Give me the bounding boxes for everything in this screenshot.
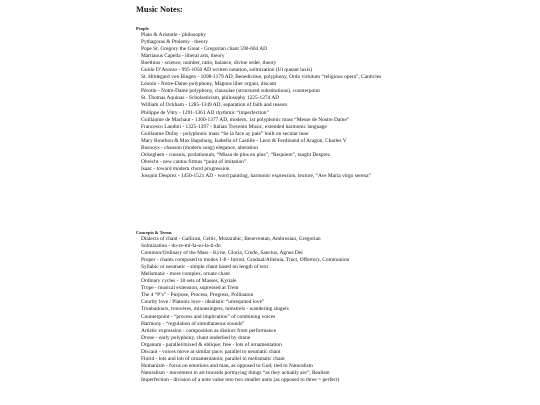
list-item: Courtly love / Platonic love - idealistic “unrequited love”: [141, 299, 265, 306]
list-item: Obrecht - new cantus firmus “point of imitation”: [141, 158, 247, 165]
page-title: Music Notes:: [136, 5, 183, 14]
list-item: Naturalism - movement in art towards portraying things “as they actually are”; Realism: [141, 369, 330, 376]
list-item: Organum - parallel/mixed & oblique; free - lots of ornamentation: [141, 341, 282, 348]
list-item: Troubadours, trouvères, minnesingers, minstrels - wandering singers: [141, 306, 289, 313]
list-item: Martianus Capella - liberal arts, theory: [141, 53, 225, 60]
list-item: Boethius - science, number, ratio, balance, divine order, theory: [141, 60, 277, 67]
section-heading-concepts: Concepts & Terms: [136, 230, 172, 235]
list-item: Guido D’Arezzo - 995-1050 AD written notation, solmization (Ut queant laxis): [141, 67, 313, 74]
concepts-list: [141, 236, 406, 384]
list-item: Ockeghem - cuusuis, prolationum, “Missa de plus en plus”, “Requiem”, taught Desprez: [141, 151, 331, 158]
list-item: Counterpoint - “process and implication” of combining voices: [141, 313, 276, 320]
people-list: [141, 32, 406, 180]
list-item: Busnoys - chanson (modern song) elegance, alteration: [141, 144, 258, 151]
list-item: Pérotin - Notre-Dame polyphony, clausulae (structured substitutions), counterpoint: [141, 88, 320, 95]
list-item: William of Ockham - 1285-1349 AD, separation of faith and reason: [141, 102, 288, 109]
list-item: Plato & Aristotle - philosophy: [141, 32, 206, 38]
list-item: Imperfection - division of a note value into two smaller units (as opposed to three = perfect): [141, 376, 340, 383]
list-item: Harmony - “regulation of simultaneous sounds”: [141, 320, 245, 327]
list-item: Florid - lots and lob of ornamentatoin; parallel to melismatic chant: [141, 355, 285, 362]
list-item: Trope - musical extension, supressed at Trent: [141, 285, 239, 292]
list-item: Guillaume Dufay - polyphonic mass “Se la face ay pale” built on secular tune: [141, 130, 309, 137]
list-item: Artistic expression - composition as distinct from performance: [141, 327, 277, 334]
list-item: Francesco Landini - 1325-1397 - Italian Trecento Music, extended harmonic language: [141, 123, 327, 130]
list-item: Dialects of chant - Gallican, Celtic, Mozarabic, Beneventan, Ambrosian, Gregorian: [141, 236, 321, 242]
list-item: Syllabic or neumatic - simple chant based on length of text: [141, 264, 268, 271]
list-item: Discant - voices move at similar pace; parallel to neumatic chant: [141, 348, 281, 355]
list-item: The 4 “P’s” - Purpose, Process, Progress, Pollinaton: [141, 292, 254, 299]
list-item: Humanism - focus on emotions and man, as opposed to God; tied to Naturalism: [141, 362, 313, 369]
section-heading-people: People: [136, 26, 149, 31]
list-item: St. Thomas Aquinas - Scholasticism, philosophy 1225-1274 AD: [141, 95, 280, 102]
list-item: Josquin Desprez - 1450-1521 AD - word painting, harmonic expression, texture, “Ave Maria virgo serena”: [141, 172, 371, 179]
list-item: Léonin - Notre-Dame polyphony, Magnus liber organi, discant: [141, 81, 277, 88]
list-item: Drone - early polyphony, chant underlied by drone: [141, 334, 251, 341]
list-item: Pythagoras & Ptolemy - theory: [141, 39, 209, 46]
list-item: Isaac - toward modern chord progression: [141, 165, 230, 172]
list-item: Ordinary cycles - 18 sets of Masses, Kyriale: [141, 278, 237, 285]
list-item: St. Hildegard von Bingen - 1098-1179 AD, Benedictine, polyphony, Ordo virtutum “religious opera”, Canticles: [141, 74, 382, 81]
list-item: Mary Bourbon & Max Hapsburg, Isabella of Castille - Leon & Ferdinand of Aragon, Charles V: [141, 137, 347, 144]
list-item: Proper - chants composed to modes 1-8 - Introit, Gradual/Alleluia, Tract, Offertory, Communion: [141, 257, 350, 264]
list-item: Philippe de Vitry - 1291-1361 AD rhythmic “imperfection”: [141, 109, 269, 116]
list-item: Guillaume de Machaut - 1300-1377 AD, modern, 1st polyphonic mass “Messe de Nostre Dame”: [141, 116, 350, 123]
list-item: Solmization - do-re-mi-fa-so-la-ti-do: [141, 243, 221, 250]
list-item: Melismatic - more complex, ornate chant: [141, 271, 230, 278]
list-item: Pope St. Gregory the Great - Gregorian chant 590-604 AD: [141, 46, 268, 53]
list-item: Common/Ordinary of the Mass - Kyrie, Gloria, Credo, Sanctus, Agnus Dei: [141, 250, 303, 257]
